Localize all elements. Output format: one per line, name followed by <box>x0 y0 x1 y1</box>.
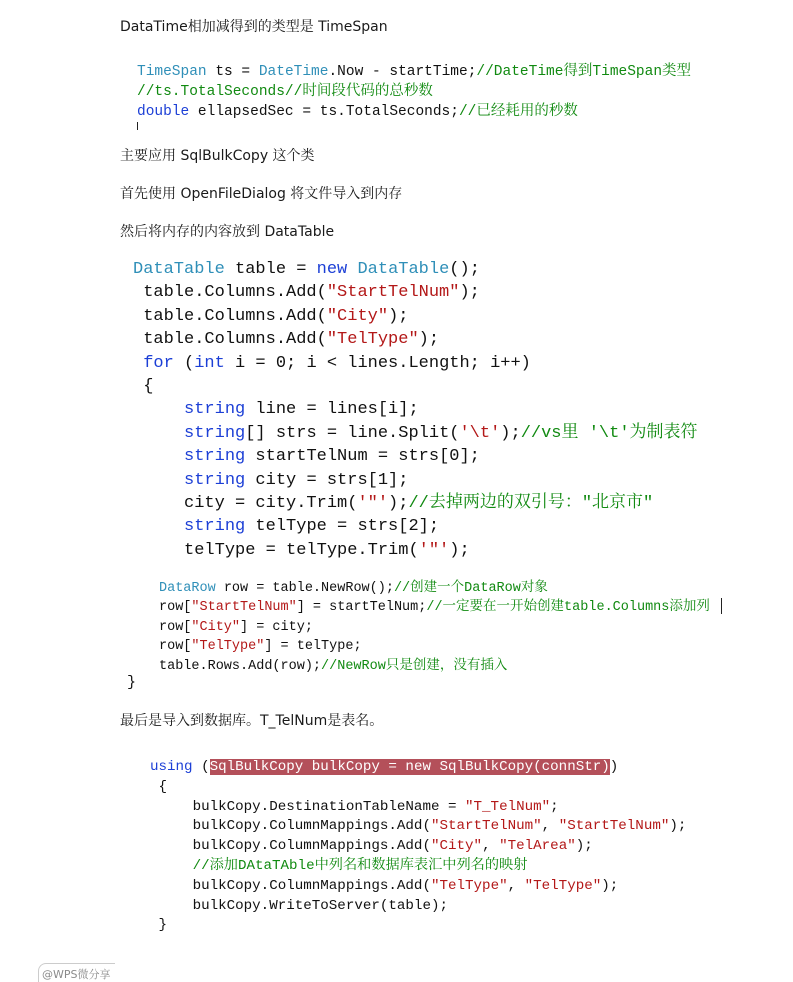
code-token: table = <box>224 260 317 279</box>
code-token: ); <box>575 838 593 855</box>
keyword-token: double <box>137 104 190 120</box>
code-line <box>150 837 686 857</box>
keyword-token: string <box>184 447 246 467</box>
code-token: i = 0; i < lines.Length; i++) <box>224 353 531 373</box>
paragraph-timespan: DataTime相加减得到的类型是 TimeSpan <box>120 19 388 35</box>
code-line <box>150 897 686 917</box>
string-token: "StartTelNum" <box>191 600 297 616</box>
code-token: row[ <box>159 600 192 616</box>
code-token <box>133 447 184 466</box>
code-line <box>150 798 686 818</box>
comment-token: //一定要在一开始创建table.Columns添加列 <box>426 600 710 616</box>
code-line <box>137 102 691 122</box>
code-token: ); <box>449 540 470 560</box>
code-token: ] = startTelNum; <box>296 600 427 616</box>
code-token: (); <box>449 260 480 279</box>
code-token: , <box>507 877 525 894</box>
code-line <box>150 817 686 837</box>
code-token: ); <box>388 494 409 514</box>
keyword-token: string <box>184 517 246 537</box>
code-token: row[ <box>159 619 192 635</box>
comment-token: //去掉两边的双引号："北京市" <box>408 494 654 514</box>
code-token: telType = telType.Trim( <box>133 540 419 560</box>
type-token: DateTime <box>258 64 329 80</box>
code-token <box>133 471 184 490</box>
comment-token: //NewRow只是创建，没有插入 <box>321 658 508 674</box>
paragraph-datatable: 然后将内存的内容放到 DataTable <box>120 224 335 240</box>
code-token: city = city.Trim( <box>133 494 358 514</box>
code-token: ) <box>609 759 619 775</box>
code-line <box>150 758 686 778</box>
code-line <box>133 281 698 304</box>
code-token: { <box>150 778 168 795</box>
highlighted-token: SqlBulkCopy bulkCopy = new SqlBulkCopy(connStr) <box>209 759 610 775</box>
code-token: [] strs = line.Split( <box>245 423 460 443</box>
code-token: table.Columns.Add( <box>133 306 327 326</box>
code-token: line = lines[i]; <box>245 400 419 420</box>
code-token: bulkCopy.ColumnMappings.Add( <box>150 838 431 855</box>
string-token: '\t' <box>459 423 501 443</box>
code-token: ); <box>459 283 480 303</box>
code-line <box>133 492 698 515</box>
code-token: ; <box>550 798 559 815</box>
code-line <box>137 82 691 102</box>
string-token: "T_TelNum" <box>465 798 551 815</box>
code-line <box>150 857 686 877</box>
code-token <box>133 517 184 536</box>
code-token <box>347 260 357 279</box>
comment-token: //已经耗用的秒数 <box>458 104 578 120</box>
code-line <box>133 515 698 538</box>
type-token: TimeSpan <box>137 64 207 80</box>
code-line <box>150 877 686 897</box>
code-line <box>133 352 698 375</box>
code-token: city = strs[1]; <box>245 470 409 490</box>
keyword-token: using <box>150 759 193 775</box>
wps-watermark: @WPS微分享 <box>38 963 115 982</box>
code-line <box>133 398 698 421</box>
code-token: bulkCopy.DestinationTableName = <box>150 798 466 815</box>
keyword-token: string <box>184 400 246 420</box>
code-line <box>159 637 710 656</box>
code-line <box>133 422 698 445</box>
code-token: table.Rows.Add(row); <box>159 658 322 674</box>
comment-token: //ts.TotalSeconds//时间段代码的总秒数 <box>137 84 433 100</box>
comment-token: //DateTime得到TimeSpan类型 <box>476 64 692 80</box>
code-line <box>133 305 698 328</box>
string-token: "City" <box>191 619 241 635</box>
code-block-sqlbulkcopy <box>150 758 686 936</box>
code-token: ); <box>669 818 687 835</box>
type-token: DataTable <box>133 260 225 279</box>
code-line <box>137 62 691 82</box>
code-line <box>133 375 698 398</box>
code-token: ( <box>192 759 210 775</box>
code-line <box>133 469 698 492</box>
code-token: telType = strs[2]; <box>245 517 440 537</box>
string-token: "StartTelNum" <box>430 818 542 835</box>
string-token: "StartTelNum" <box>558 818 670 835</box>
code-line <box>159 657 710 676</box>
code-token: row[ <box>159 639 192 655</box>
type-token: DataTable <box>357 260 450 279</box>
code-line <box>133 445 698 468</box>
code-token: .Now - startTime; <box>328 64 477 80</box>
code-token: ellapsedSec = ts.TotalSeconds; <box>189 104 459 120</box>
code-token: ts = <box>206 64 259 80</box>
keyword-token: string <box>184 423 246 443</box>
comment-token: //创建一个DataRow对象 <box>393 581 548 596</box>
code-token: , <box>482 838 500 855</box>
code-token: ); <box>500 423 521 443</box>
code-token: ); <box>418 330 440 350</box>
code-line <box>159 618 710 637</box>
paragraph-openfiledialog: 首先使用 OpenFileDialog 将文件导入到内存 <box>120 186 403 202</box>
code-line <box>133 539 698 562</box>
comment-token: //vs里 '\t'为制表符 <box>520 423 698 443</box>
code-block-datarow <box>159 579 710 676</box>
code-token: bulkCopy.WriteToServer(table); <box>150 897 448 914</box>
string-token: '"' <box>357 494 389 514</box>
code-token <box>133 424 184 443</box>
code-line <box>159 579 710 598</box>
code-line <box>150 778 686 798</box>
code-token: ] = telType; <box>264 639 362 655</box>
keyword-token: for <box>143 353 174 373</box>
code-token: , <box>541 818 559 835</box>
string-token: "TelType" <box>326 330 419 350</box>
code-token: ); <box>388 306 409 326</box>
string-token: "TelType" <box>430 877 508 894</box>
code-token: ); <box>601 877 619 894</box>
paragraph-sqlbulkcopy: 主要应用 SqlBulkCopy 这个类 <box>120 148 315 164</box>
code-token: startTelNum = strs[0]; <box>245 447 480 467</box>
code-block-timespan <box>137 62 691 122</box>
code-token: table.Columns.Add( <box>133 330 327 350</box>
code-token <box>133 400 184 419</box>
comment-token: //添加DAtaTAble中列名和数据库表汇中列名的映射 <box>150 857 528 874</box>
string-token: "StartTelNum" <box>326 283 460 303</box>
paragraph-import-database: 最后是导入到数据库。T_TelNum是表名。 <box>120 713 384 729</box>
closing-brace: } <box>127 674 137 691</box>
string-token: "City" <box>326 306 389 326</box>
type-token: DataRow <box>159 581 216 596</box>
code-line <box>133 258 698 281</box>
string-token: "TelType" <box>524 877 602 894</box>
string-token: "TelType" <box>191 639 265 655</box>
code-token <box>133 354 143 373</box>
code-token: bulkCopy.ColumnMappings.Add( <box>150 877 431 894</box>
string-token: "TelArea" <box>499 838 576 855</box>
code-token: } <box>150 917 168 934</box>
string-token: '"' <box>418 540 450 560</box>
code-token: ] = city; <box>240 619 313 635</box>
code-token: table.Columns.Add( <box>133 283 327 303</box>
code-line <box>150 916 686 936</box>
code-line <box>159 598 710 617</box>
keyword-token: string <box>184 470 246 490</box>
string-token: "City" <box>430 838 483 855</box>
code-block-datatable <box>133 258 698 562</box>
code-line <box>133 328 698 351</box>
text-cursor <box>721 598 722 614</box>
code-token: bulkCopy.ColumnMappings.Add( <box>150 818 431 835</box>
keyword-token: int <box>194 353 225 373</box>
code-token: { <box>133 377 154 397</box>
code-token: row = table.NewRow(); <box>215 581 394 596</box>
keyword-token: new <box>316 260 348 279</box>
text-cursor <box>137 122 138 130</box>
code-token: ( <box>173 353 195 373</box>
